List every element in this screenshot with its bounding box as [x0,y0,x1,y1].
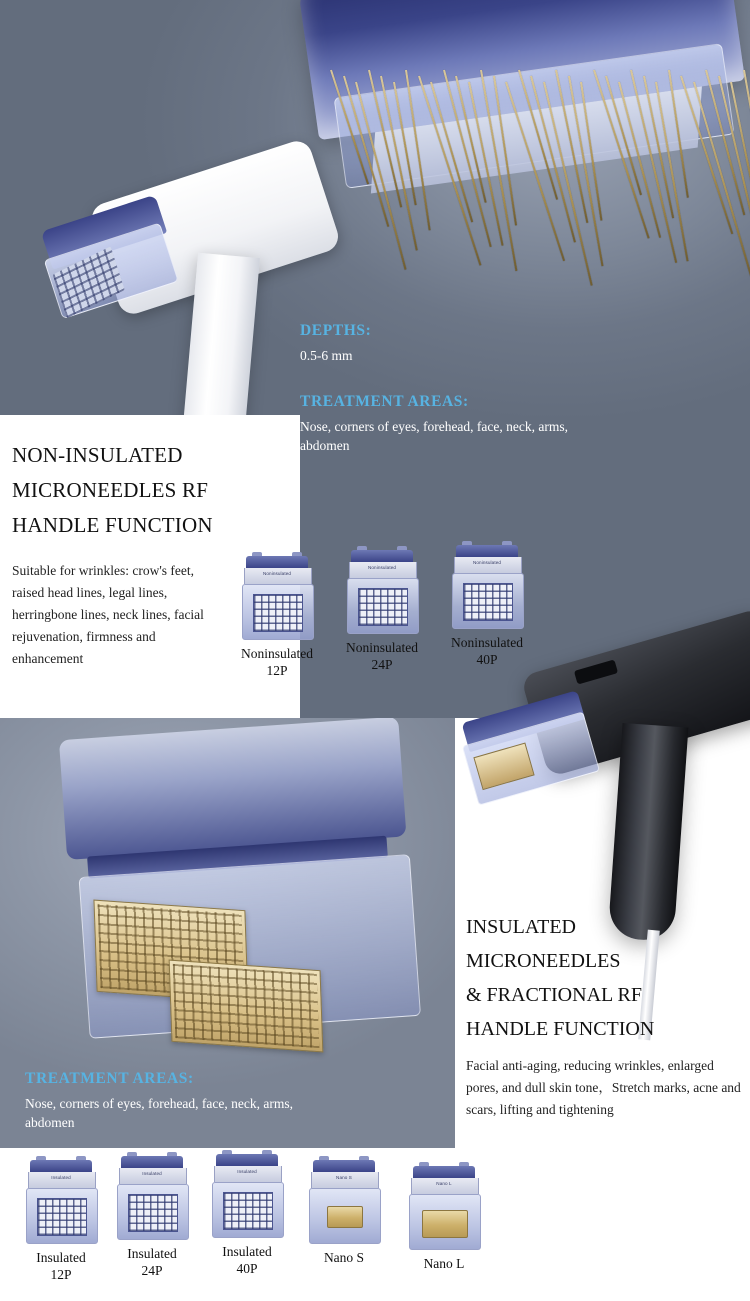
insulated-heading [466,910,746,1046]
cartridge-name: Nano L [423,1256,465,1271]
gold-needle-pad-2 [169,960,324,1053]
cartridge-name: Insulated [36,1250,86,1265]
cartridge-nano-s[interactable] [305,1160,383,1266]
insulated-heading-line-1: INSULATED [466,916,576,938]
cartridge-image [115,1156,189,1240]
cartridge-noninsulated-24p[interactable] [343,550,421,673]
cartridge-name: Insulated [127,1246,177,1261]
noninsulated-heading-line-3: HANDLE FUNCTION [12,513,213,537]
noninsulated-body-text: Suitable for wrinkles: crow's feet, raised head lines, legal lines, herringbone lines, neck lines, facial rejuvenation, firmness and enhancement [12,563,204,666]
cartridge-name: Noninsulated [241,646,313,661]
cartridge-name: Noninsulated [451,635,523,650]
cartridge-image [240,556,314,640]
cartridge-insulated-12p[interactable] [22,1160,100,1283]
noninsulated-heading-line-1: NON-INSULATED [12,443,183,467]
treatment-areas-label-top: TREATMENT AREAS: [300,393,469,410]
depths-label: DEPTHS: [300,322,372,339]
noninsulated-heading-line-2: MICRONEEDLES RF [12,478,209,502]
noninsulated-heading [12,438,302,543]
cartridge-chip-label: Noninsulated [472,560,501,565]
depths-callout [300,322,560,365]
cartridge-size: 40P [236,1261,258,1276]
cartridge-insulated-40p[interactable] [208,1154,286,1277]
treatment-areas-callout-top [300,393,600,455]
cartridge-name: Nano S [323,1250,365,1265]
insulated-cartridge-strip [0,1148,750,1301]
cartridge-image [450,545,524,629]
cartridge-name: Insulated [222,1244,272,1259]
cartridge-size: 24P [141,1263,163,1278]
treatment-areas-callout-bottom [25,1070,325,1132]
cartridge-image [345,550,419,634]
cartridge-chip-label: Noninsulated [262,571,291,576]
cartridge-chip-label: Insulated [237,1169,257,1174]
depths-value: 0.5-6 mm [300,348,353,363]
insulated-heading-line-3: & FRACTIONAL RF [466,984,642,1006]
black-handpiece-graphic [455,630,750,930]
treatment-areas-label-bottom: TREATMENT AREAS: [25,1070,194,1087]
treatment-areas-value-bottom: Nose, corners of eyes, forehead, face, neck, arms, abdomen [25,1096,293,1130]
cartridge-size: 12P [50,1267,72,1282]
insulated-heading-line-2: MICRONEEDLES [466,950,621,972]
cartridge-name: Noninsulated [346,640,418,655]
cartridge-image [407,1166,481,1250]
cartridge-chip-label: Insulated [51,1175,71,1180]
insulated-body-text: Facial anti-aging, reducing wrinkles, enlarged pores, and dull skin tone，Stretch marks, acne and scars, lifting and tightening [466,1058,741,1117]
cartridge-chip-label: Insulated [142,1171,162,1176]
cartridge-size: 24P [371,657,393,672]
closeup-cartridge-graphic [279,0,750,331]
cartridge-chip-label: Nano L [436,1181,452,1186]
cartridge-chip-label: Nano S [336,1175,352,1180]
cartridge-chip-label: Noninsulated [367,565,396,570]
cartridge-image [24,1160,98,1244]
treatment-areas-value-top: Nose, corners of eyes, forehead, face, neck, arms, abdomen [300,419,568,453]
cartridge-nano-l[interactable] [405,1166,483,1272]
cartridge-image [307,1160,381,1244]
cartridge-size: 40P [476,652,498,667]
insulated-heading-line-4: HANDLE FUNCTION [466,1018,655,1040]
cartridge-insulated-24p[interactable] [113,1156,191,1279]
cartridge-noninsulated-12p[interactable] [238,556,316,679]
cartridge-size: 12P [266,663,288,678]
cartridge-image [210,1154,284,1238]
